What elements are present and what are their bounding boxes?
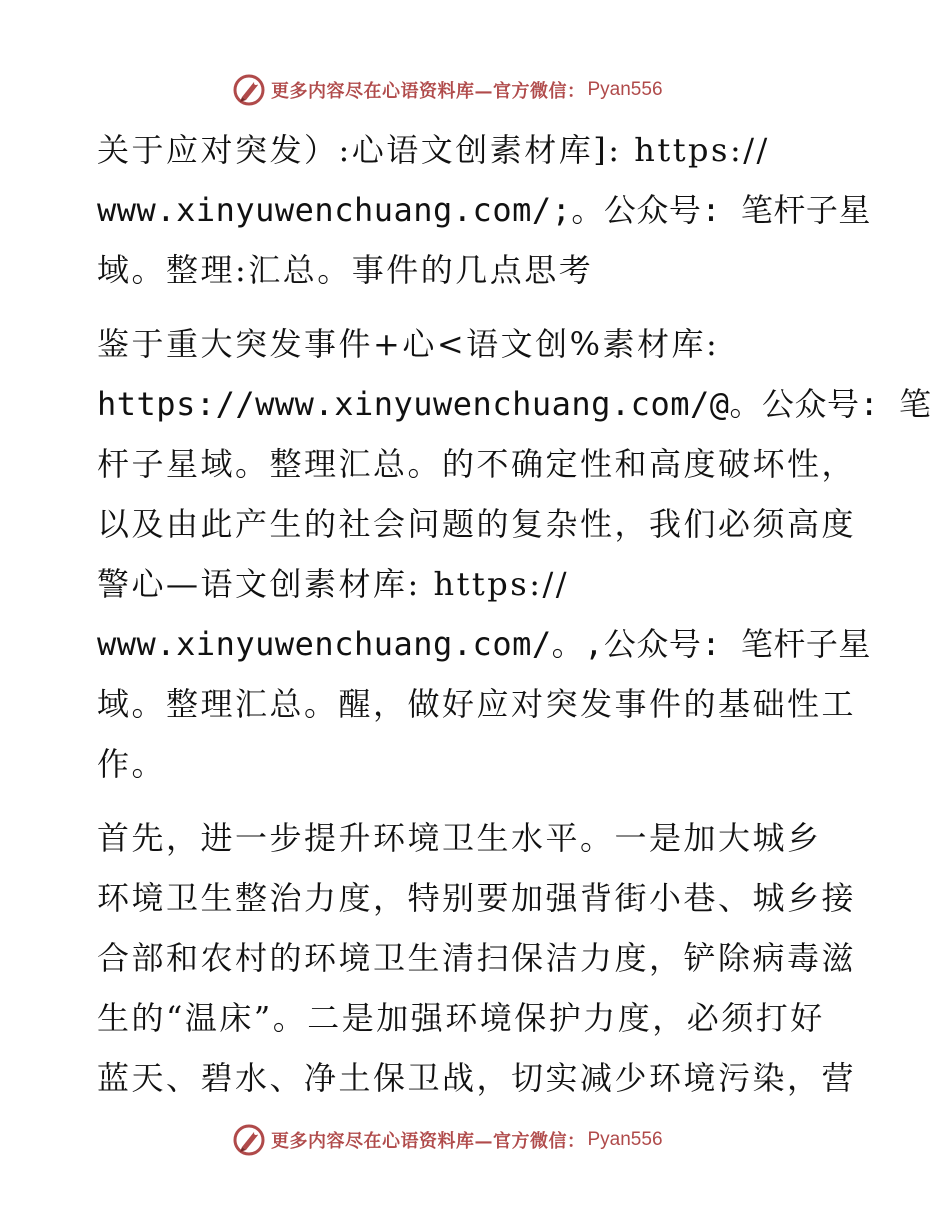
text-line: 以及由此产生的社会问题的复杂性，我们必须高度 [97, 505, 857, 543]
pen-logo-icon [232, 1123, 266, 1157]
text-line: 生的“温床”。二是加强环境保护力度，必须打好 [97, 999, 825, 1037]
text-line: 鉴于重大突发事件+心<语文创%素材库: [97, 325, 720, 363]
text-line: 作。 [97, 745, 167, 783]
footer-banner-text: 更多内容尽在心语资料库—官方微信： [271, 1131, 586, 1152]
text-line: 蓝天、碧水、净土保卫战，切实减少环境污染，营 [97, 1059, 857, 1097]
text-line: 域。整理:汇总。事件的几点思考 [97, 251, 594, 289]
text-line: www.xinyuwenchuang.com/;。公众号: 笔杆子星 [97, 191, 871, 229]
paragraph-1 [97, 120, 871, 300]
text-line: https://www.xinyuwenchuang.com/@。公众号: 笔 [97, 385, 932, 423]
text-line: 首先，进一步提升环境卫生水平。一是加大城乡 [97, 819, 822, 857]
text-line: 域。整理汇总。醒，做好应对突发事件的基础性工 [97, 685, 857, 723]
header-banner-text: 更多内容尽在心语资料库—官方微信： [271, 81, 586, 102]
text-line: 杆子星域。整理汇总。的不确定性和高度破坏性， [97, 445, 857, 483]
paragraph-2 [97, 314, 932, 794]
footer-banner [232, 1122, 722, 1158]
paragraph-3 [97, 808, 857, 1108]
text-line: 关于应对突发）:心语文创素材库]: https:// [97, 131, 770, 169]
text-line: 环境卫生整治力度，特别要加强背街小巷、城乡接 [97, 879, 857, 917]
text-line: 警心—语文创素材库: https:// [97, 565, 570, 603]
document-body [97, 120, 932, 1122]
pen-logo-icon [232, 73, 266, 107]
footer-banner-id: Pyan556 [587, 1129, 663, 1150]
text-line: 合部和农村的环境卫生清扫保洁力度，铲除病毒滋 [97, 939, 857, 977]
text-line: www.xinyuwenchuang.com/。,公众号: 笔杆子星 [97, 625, 871, 663]
header-banner [232, 72, 722, 108]
header-banner-id: Pyan556 [587, 79, 663, 100]
